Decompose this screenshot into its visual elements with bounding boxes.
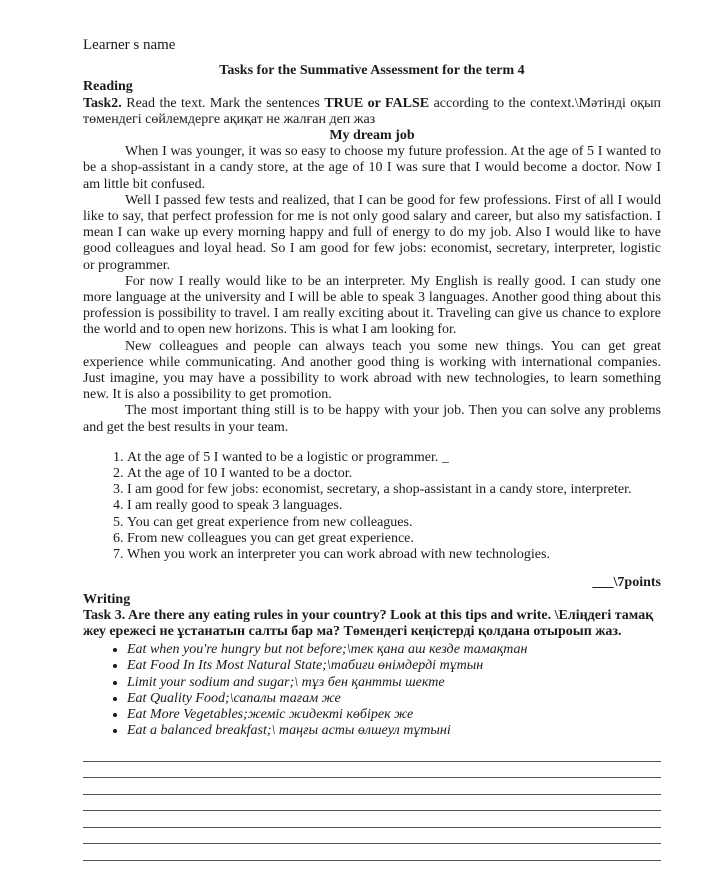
points-label: ___\7points bbox=[592, 575, 661, 591]
paragraph: When I was younger, it was so easy to choose my future profession. At the age of 5 I wanted to be a shop-assistant in a candy store, at the age of 10 I was sure that I would become a doctor. Now I am little bit confused. bbox=[83, 144, 661, 192]
statement: 6. From new colleagues you can get great experience. bbox=[127, 531, 661, 547]
text-title: My dream job bbox=[329, 128, 415, 144]
task2-text: Read the text. Mark the sentences bbox=[121, 95, 325, 111]
tip: • Eat a balanced breakfast;\ таңғы асты өлшеул тұтыні bbox=[127, 723, 661, 739]
statement: 2. At the age of 10 I wanted to be a doctor. bbox=[127, 466, 661, 482]
task2-instructions bbox=[83, 96, 661, 128]
answer-line bbox=[83, 844, 661, 861]
paragraph: New colleagues and people can always teach you some new things. You can get great experience while communicating. And another good thing is working with international companies. Just imagine, you may have a possibility to work abroad with new technologies, to learn something new. It is also a possibility to get promotion. bbox=[83, 338, 661, 403]
reading-heading: Reading bbox=[83, 79, 133, 95]
answer-line bbox=[83, 811, 661, 828]
task3-instructions: Task 3. Are there any eating rules in your country? Look at this tips and write. \Еліңдегі тамақ жеу ережесі не ұстанатын салты бар ма? Төмендегі кеңістерді қолдана отыроып жаз. bbox=[83, 607, 654, 639]
page-title: Tasks for the Summative Assessment for the term 4 bbox=[219, 63, 525, 79]
statement: 7. When you work an interpreter you can work abroad with new technologies. bbox=[127, 547, 661, 563]
tip: • Eat Food In Its Most Natural State;\табиғи өнімдерді тұтын bbox=[127, 658, 661, 674]
paragraph: Well I passed few tests and realized, that I can be good for few professions. First of all I would like to say, that perfect profession for me is not only good salary and career, but also my satisfaction. I mean I can wake up every morning happy and full of energy to do my job. Also I would like to have good colleagues and loyal head. So I am good for few jobs: economist, secretary, interpreter, logistic or programmer. bbox=[83, 192, 661, 273]
paragraph: For now I really would like to be an interpreter. My English is really good. I can study one more language at the university and I will be able to speak 3 languages. Another good thing about this profession is possibility to travel. I am really exciting about it. Traveling can give us chance to explore the world and to open new horizons. This is what I am looking for. bbox=[83, 273, 661, 338]
tip: • Limit your sodium and sugar;\ тұз бен қантты шекте bbox=[127, 675, 661, 691]
answer-line bbox=[83, 745, 661, 762]
statement: 5. You can get great experience from new colleagues. bbox=[127, 515, 661, 531]
answer-line bbox=[83, 762, 661, 779]
statements-list bbox=[83, 450, 661, 563]
answer-line bbox=[83, 828, 661, 845]
task2-label: Task2. bbox=[83, 95, 122, 111]
writing-lines bbox=[83, 745, 661, 861]
tip: • Eat when you're hungry but not before;\тек қана аш кезде тамақтан bbox=[127, 642, 661, 658]
writing-heading: Writing bbox=[83, 591, 131, 607]
worksheet bbox=[83, 37, 661, 861]
task2-text-2: according to the context.\Мәтінді оқып төмендегі сөйлемдерге ақиқат не жалған деп жаз bbox=[83, 95, 661, 127]
answer-line bbox=[83, 778, 661, 795]
tip: • Eat Quality Food;\сапалы тағам же bbox=[127, 691, 661, 707]
learner-name-label: Learner s name bbox=[83, 37, 176, 53]
statement: 3. I am good for few jobs: economist, secretary, a shop-assistant in a candy store, interpreter. bbox=[127, 482, 661, 498]
statement: 1. At the age of 5 I wanted to be a logistic or programmer. _ bbox=[127, 450, 661, 466]
paragraph: The most important thing still is to be happy with your job. Then you can solve any problems and get the best results in your team. bbox=[83, 403, 661, 435]
tip: • Eat More Vegetables;жеміс жидекті көбірек же bbox=[127, 707, 661, 723]
task2-bold: TRUE or FALSE bbox=[324, 95, 430, 111]
statement: 4. I am really good to speak 3 languages. bbox=[127, 498, 661, 514]
answer-line bbox=[83, 795, 661, 812]
tips-list bbox=[83, 642, 661, 739]
